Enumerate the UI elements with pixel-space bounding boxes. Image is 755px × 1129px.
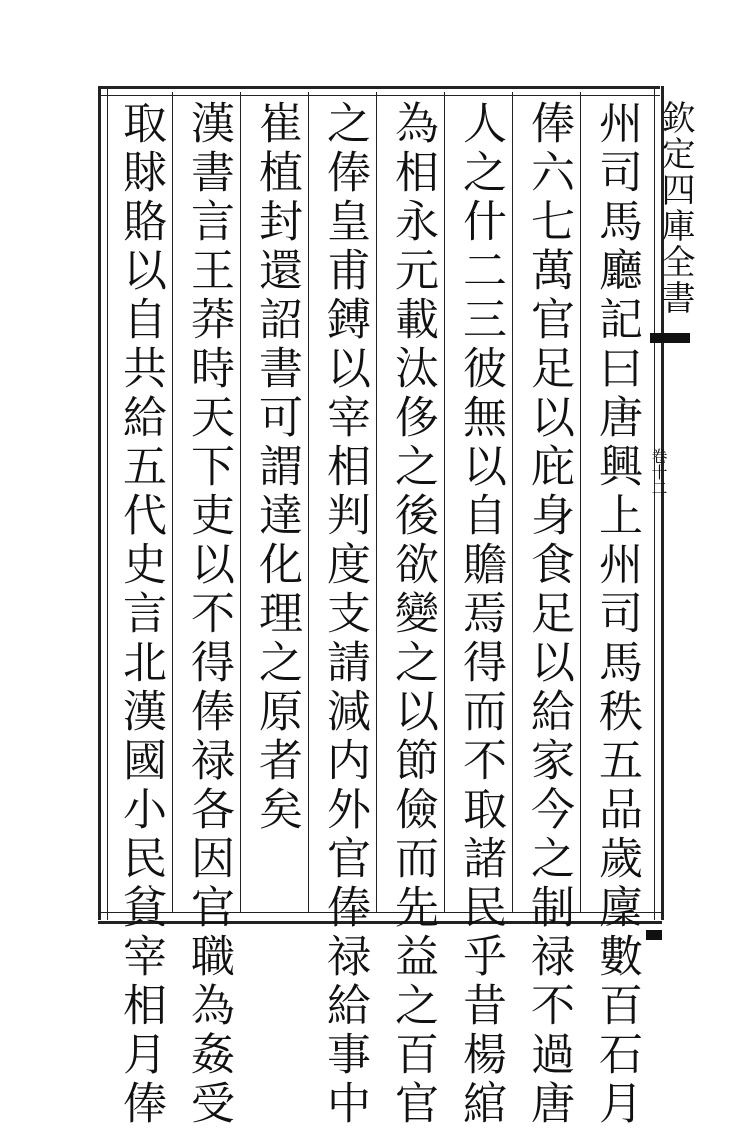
margin-bottom-mark: [646, 930, 662, 940]
text-column-4: 為相永元載汰侈之後欲變之以節儉而先益之百官: [387, 100, 438, 1129]
column-divider: [376, 92, 377, 912]
column-divider: [308, 92, 309, 912]
margin-volume-number: 卷十二: [649, 448, 668, 496]
text-column-5: 之俸皇甫鎛以宰相判度支請減内外官俸禄給事中: [319, 100, 370, 1129]
column-divider: [444, 92, 445, 912]
frame-top-border: [100, 86, 660, 96]
text-column-1: 州司馬廳記曰唐興上州司馬秩五品歲廩數百石月: [591, 100, 642, 1129]
text-column-7: 漢書言王莽時天下吏以不得俸禄各因官職為姦受: [183, 100, 234, 1129]
column-divider: [240, 92, 241, 912]
frame-left-border: [98, 86, 108, 920]
column-divider: [172, 92, 173, 912]
fishtail-mark: [650, 333, 690, 343]
text-column-8: 取賕賂以自共給五代史言北漢國小民貧宰相月俸: [115, 100, 166, 1129]
text-column-2: 俸六七萬官足以庇身食足以給家今之制禄不過唐: [523, 100, 574, 1129]
text-column-3: 人之什二三彼無以自贍焉得而不取諸民乎昔楊綰: [455, 100, 506, 1129]
column-divider: [580, 92, 581, 912]
column-divider: [512, 92, 513, 912]
text-column-6: 崔植封還詔書可謂達化理之原者矣: [251, 100, 302, 835]
margin-book-title: 欽定四庫全書: [655, 100, 695, 316]
